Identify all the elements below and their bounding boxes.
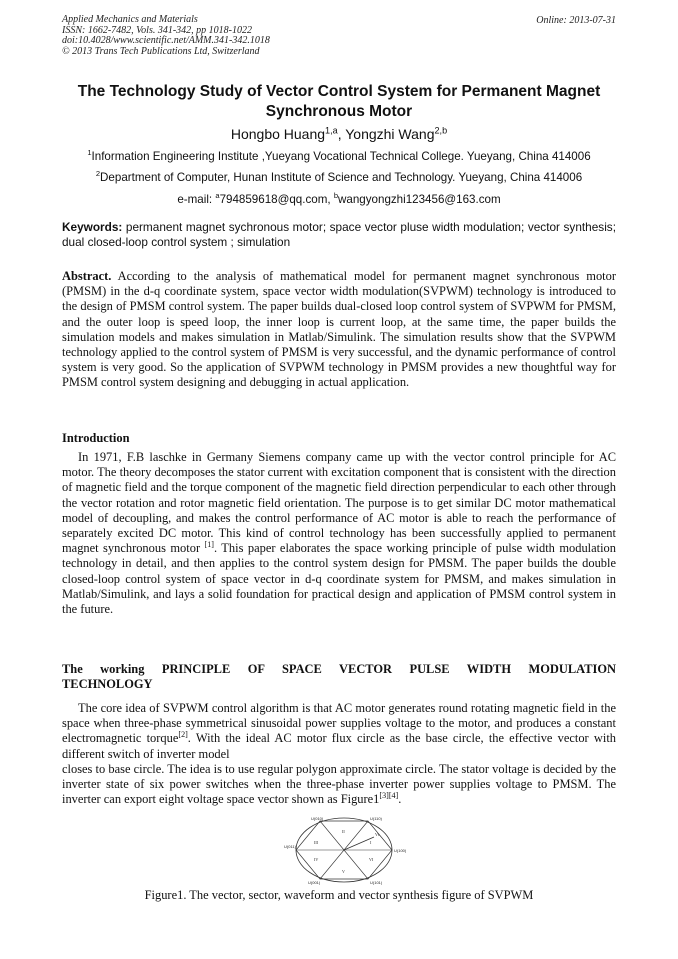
affiliation-2-text: Department of Computer, Hunan Institute of Science and Technology. Yueyang, China 414006 [100,171,583,184]
vector-label: Vs [375,832,380,837]
email-b-sup: b [333,191,339,201]
author-2-sup: 2,b [434,125,448,136]
keywords-text: permanent magnet sychronous motor; space vector pluse width modulation; vector synthesis; dual closed-loop control system ; simulation [62,220,616,249]
affiliation-1-text: Information Engineering Institute ,Yueyang Vocational Technical College. Yueyang, China 414006 [91,150,591,163]
email-b: wangyongzhi123456@163.com [338,193,501,206]
vector-label: U(110) [370,816,382,821]
vector-label: U(011) [284,844,296,849]
affiliation-1 [62,150,616,163]
affiliation-2 [62,171,616,184]
journal-header [62,15,270,57]
abstract-label: Abstract. [62,269,112,283]
vector-label: U(001) [308,880,321,885]
citation-3-4: [3][4] [379,791,399,801]
sector-label: II [342,829,345,834]
section-heading [62,662,616,692]
section-para-1-a: The core idea of SVPWM control algorithm is that AC motor generates round rotating magnetic field in the space when three-phase symmetrical sinusoidal power supplies voltage to the motor, and produces a constant electromagnetic torque [62,701,616,746]
svpwm-vector-figure [284,815,407,885]
online-date: Online: 2013-07-31 [536,15,616,26]
journal-name: Applied Mechanics and Materials [62,14,198,25]
issn-line: ISSN: 1662-7482, Vols. 341-342, pp 1018-1022 [62,24,252,36]
doi-line: doi:10.4028/www.scientific.net/AMM.341-342.1018 [62,35,270,46]
section-para-1-b: . With the ideal AC motor flux circle as the base circle, the effective vector with different switch of inverter model [62,731,616,761]
email-line [62,193,616,206]
section-heading-line-1: The working PRINCIPLE OF SPACE VECTOR PULSE WIDTH MODULATION [62,662,616,676]
abstract [62,269,616,391]
copyright-line: © 2013 Trans Tech Publications Ltd, Switzerland [62,45,260,57]
vector-label: U(100) [394,848,407,853]
sector-label: VI [369,857,374,862]
affiliation-1-sup: 1 [87,148,92,158]
section-body [62,701,616,807]
sector-label: V [342,869,345,874]
figure-caption: Figure1. The vector, sector, waveform and vector synthesis figure of SVPWM [144,888,534,902]
keywords-label: Keywords: [62,220,123,234]
email-a-sup: a [215,191,220,201]
abstract-text: According to the analysis of mathematical model for permanent magnet synchronous motor (PMSM) in the d-q coordinate system, space vector width modulation(SVPWM) technology is introduced to the design of PMSM control system. The paper builds dual-closed loop control system of SVPWM for PMSM, and the outer loop is speed loop, the inner loop is current loop, at the same time, the paper builds the simulation models and makes simulation in Matlab/Simulink. The simulation results show that the SVPWM technology applied to the control system of PMSM is very successful, and the dynamic performance of control system is very good. So the application of SVPWM technology in PMSM provides a new thoughtful way for PMSM control system designing and debugging in actual application. [62,269,616,390]
introduction-heading: Introduction [62,431,130,445]
section-para-2-a: closes to base circle. The idea is to use regular polygon approximate circle. The stator voltage is decided by the inverter state of six power switches when the three-phase inverter power supplies voltage to PMSM. The inverter can export eight voltage space vector shown as Figure1 [62,761,616,807]
email-a: 794859618@qq.com, [219,193,334,206]
citation-2: [2] [178,730,188,740]
introduction-body [62,450,616,617]
vector-label: U(010) [311,816,324,821]
vector-label: U(101) [370,880,383,885]
sector-label: I [370,840,372,845]
affiliation-2-sup: 2 [95,169,101,179]
author-separator: , [337,126,346,142]
author-1: Hongbo Huang [230,126,326,142]
author-1-sup: 1,a [325,125,338,136]
sector-label: III [314,840,318,845]
section-para-2-b: . [398,792,402,807]
paper-title: The Technology Study of Vector Control System for Permanent Magnet Synchronous Motor [77,83,601,120]
author-2: Yongzhi Wang [345,126,435,142]
citation-1: [1] [204,540,214,550]
sector-label: IV [314,857,319,862]
section-heading-line-2: TECHNOLOGY [62,677,153,692]
keywords [62,220,616,250]
introduction-text-b: . This paper elaborates the space working principle of pulse width modulation technology in detail, and then applies to the control system design for PMSM. The paper builds the double closed-loop control system of space vector in d-q coordinate system for PMSM, and makes simulation in Matlab/Simulink, and lays a solid foundation for practical design and application of PMSM control system in the future. [62,541,616,617]
introduction-text-a: In 1971, F.B laschke in Germany Siemens company came up with the vector control principle for AC motor. The theory decomposes the stator current with excitation component that is consistent with the direction of magnetic field and the torque component of the magnetic field direction perpendicular to each other through the vector rotation and rotor magnetic field orientation. The purpose is to get similar DC motor mathematical model of decoupling, and makes the control performance of AC motor is able to reach the performance of separately excited DC motor. This kind of control technology has been successfully applied to permanent magnet synchronous motor [62,450,616,556]
author-line [62,126,616,142]
email-prefix: e-mail: [177,193,216,206]
